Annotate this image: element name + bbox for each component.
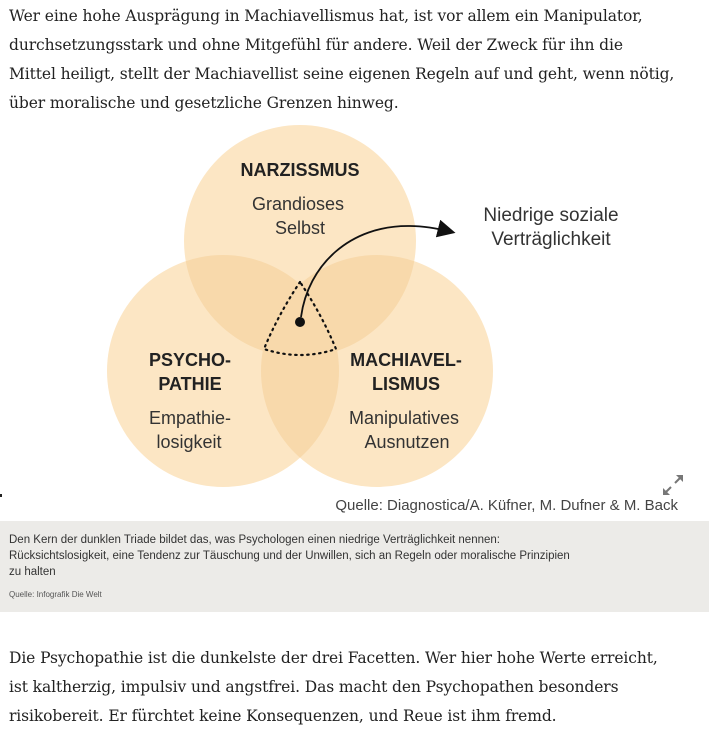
- caption-source: Quelle: Infografik Die Welt: [9, 590, 102, 599]
- text-line: durchsetzungsstark und ohne Mitgefühl für andere. Weil der Zweck für ihn die: [9, 36, 623, 54]
- expand-arrows-icon[interactable]: [660, 472, 686, 498]
- text-line: über moralische und gesetzliche Grenzen hinweg.: [9, 94, 399, 112]
- label-machiavellismus-desc-1: Manipulatives: [348, 408, 460, 428]
- caption-line: Den Kern der dunklen Triade bildet das, was Psychologen einen niedrige Verträglichkeit nennen:: [9, 534, 500, 546]
- caption-line: Rücksichtslosigkeit, eine Tendenz zur Täuschung und der Unwillen, sich an Regeln oder moralische Prinzipien: [9, 550, 570, 562]
- label-narzissmus-title: NARZISSMUS: [240, 160, 360, 180]
- text-line: Mittel heiligt, stellt der Machiavellist seine eigenen Regeln auf und geht, wenn nötig,: [9, 65, 675, 83]
- label-psychopathie-desc-2: losigkeit: [156, 432, 222, 452]
- text-line: Die Psychopathie ist die dunkelste der drei Facetten. Wer hier hohe Werte erreicht,: [9, 649, 658, 667]
- label-core-2: Verträglichkeit: [491, 229, 611, 250]
- label-machiavellismus-title-2: LISMUS: [371, 374, 441, 394]
- text-line: ist kaltherzig, impulsiv und angstfrei. Das macht den Psychopathen besonders: [9, 678, 619, 696]
- caption-line: zu halten: [9, 566, 56, 578]
- text-line: risikobereit. Er fürchtet keine Konsequenzen, und Reue ist ihm fremd.: [9, 707, 557, 725]
- label-psychopathie-title-1: PSYCHO-: [148, 350, 232, 370]
- label-psychopathie-title-2: PATHIE: [158, 374, 222, 394]
- dark-triad-venn-diagram: [0, 125, 720, 521]
- label-psychopathie-desc-1: Empathie-: [148, 408, 232, 428]
- caption-text: [9, 532, 649, 580]
- label-core-1: Niedrige soziale: [483, 205, 619, 226]
- label-narzissmus-desc-2: Selbst: [274, 218, 326, 238]
- text-line: Wer eine hohe Ausprägung in Machiavellismus hat, ist vor allem ein Manipulator,: [9, 7, 643, 25]
- label-narzissmus-desc-1: Grandioses: [251, 194, 345, 214]
- article-paragraph-psychopathie: [9, 644, 659, 731]
- figure-caption: [0, 521, 709, 612]
- label-machiavellismus-title-1: MACHIAVEL-: [350, 350, 462, 370]
- article-paragraph-machiavellismus: [9, 2, 675, 118]
- core-dot: [295, 317, 305, 327]
- figure-source: Quelle: Diagnostica/A. Küfner, M. Dufner & M. Back: [335, 497, 678, 514]
- label-machiavellismus-desc-2: Ausnutzen: [364, 432, 450, 452]
- edge-marker: [0, 494, 2, 497]
